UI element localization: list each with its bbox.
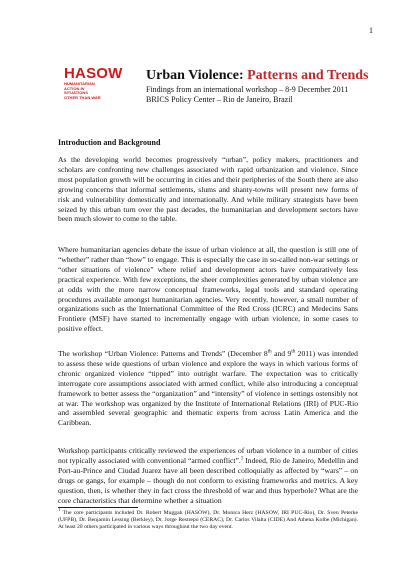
footnote-reference[interactable]: 1	[240, 456, 244, 462]
paragraph-1: As the developing world becomes progressively “urban”, policy makers, practitioners and scholars are confronting new challenges associated with rapid urbanization and violence. Since most population growth will be occurring in cities and their peripheries of the South there are also growing concerns that informal settlements, slums and shanty-towns will present new forms of risk and vulnerability domestically and internationally. And while military strategists have been seized by this urban turn over the past decades, the humanitarian and development sectors have been much slower to come to the table.	[58, 155, 358, 224]
paragraph-3-text: 2011) was intended to assess these wide questions of urban violence and explore the ways in which various forms of chronic organized violence “tipped” into outright warfare. The expectation was to critically interrogate core assumptions associated with armed conflict, while also introducing a conceptual framework to better assess the “organization” and “intensity” of violence in settings ostensibly not at war. The workshop was organized by the Institute of International Relations (IRI) of PUC-Rio and assembled several geographic and thematic experts from across Latin America and the Caribbean.	[58, 349, 358, 428]
paragraph-4	[58, 446, 358, 505]
paragraph-2: Where humanitarian agencies debate the issue of urban violence at all, the question is still one of “whether” rather than “how” to engage. This is especially the case in so-called non-war settings or “other situations of violence” where relief and development actors have comparatively less practical experience. With few exceptions, the sheer complexities generated by urban violence are at odds with the more narrow conceptual frameworks, legal tools and standard operating procedures available amongst humanitarian agencies. Very recently, however, a small number of organizations such as the International Committee of the Red Cross (ICRC) and Medecins Sans Frontiere (MSF) have started to incrementally engage with urban violence, in some cases to positive effect.	[58, 245, 358, 334]
paragraph-3-text: The workshop “Urban Violence: Patterns and Trends” (December 8	[58, 349, 268, 358]
title-prefix: Urban Violence:	[146, 68, 248, 83]
logo-subtitle-line: HUMANITARIAN	[64, 81, 95, 86]
logo-wordmark: HASOW	[64, 65, 123, 82]
footnote	[58, 510, 358, 531]
logo-subtitle-line: ACTION IN	[64, 85, 85, 91]
subtitle-line-venue: BRICS Policy Center – Rio de Janeiro, Brazil	[146, 95, 293, 104]
footnote-text: The core participants included Dr. Robert Muggah (HASOW), Dr. Monica Herz (HASOW, IRI PUC-Rio), Dr. Sven Peterke (UFPB), Dr. Benjamin Lessing (Berkley), Dr. Jorge Restrepo (CERAC), Dr. Carlos Vilalta (CIDE) And Athena Kolbe (Michigan). At least 20 others participated in various ways throughout the two day event.	[58, 510, 358, 530]
logo-subtitle	[64, 82, 124, 100]
page-number: 1	[369, 26, 373, 35]
document-subtitle	[146, 85, 348, 105]
section-heading: Introduction and Background	[58, 138, 161, 147]
paragraph-3-text: and 9	[271, 349, 292, 358]
logo-subtitle-line: OTHER THAN WAR	[64, 94, 101, 100]
paragraph-3	[58, 349, 358, 428]
hasow-logo	[64, 66, 124, 100]
paragraph-4-text: Workshop participants critically reviewed the experiences of urban violence in a number of cities not typically associated with conventional “armed conflict”.	[58, 446, 358, 465]
title-accent: Patterns and Trends	[247, 68, 369, 83]
document-title	[146, 68, 368, 84]
footnote-marker: 1	[58, 508, 61, 514]
footnote-divider	[58, 507, 138, 508]
ordinal-suffix: th	[291, 349, 296, 355]
subtitle-line-event: Findings from an international workshop – 8-9 December 2011	[146, 85, 349, 94]
logo-subtitle-line: SITUATIONS	[64, 90, 88, 95]
ordinal-suffix: th	[267, 349, 272, 355]
paragraph-4-text: Indeed, Rio de Janeiro, Medellin and Port-au-Prince and Ciudad Juarez have all been described colloquially as affected by “wars” – on drugs or gangs, for example – though do not conform to existing frameworks and metrics. A key question, then, is whether they in fact cross the threshold of war and thus hyperbole? What are the core characteristics that determine whether a situation	[58, 455, 358, 505]
